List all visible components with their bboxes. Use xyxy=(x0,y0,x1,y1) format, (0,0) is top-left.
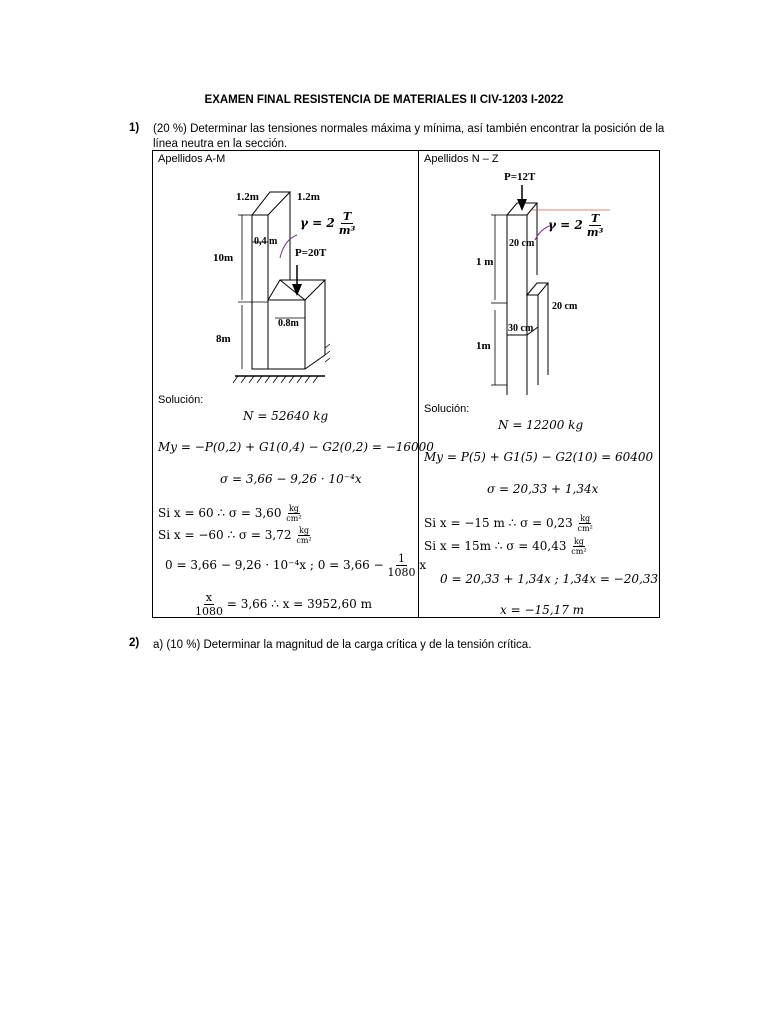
question-1-number: 1) xyxy=(129,122,140,134)
right-dim-d2: 20 cm xyxy=(552,301,578,312)
right-gamma: γ = 2 $\frac{T}{\text{m³}}$ xyxy=(548,212,604,239)
right-dim-h1: 1 m xyxy=(476,256,494,268)
right-eq-result: x = −15,17 m xyxy=(500,603,585,617)
right-load-label: P=12T xyxy=(504,171,536,183)
left-dim-w1: 1.2m xyxy=(236,191,259,203)
question-1-text-line2: línea neutra en la sección. xyxy=(153,138,288,150)
right-eq-moment: My = P(5) + G1(5) − G2(10) = 60400 xyxy=(424,450,654,464)
left-eq-stress: σ = 3,66 − 9,26 · 10⁻⁴x xyxy=(220,472,362,486)
right-solucion-label: Solución: xyxy=(424,403,470,415)
right-eq-case1: Si x = −15 m ∴ σ = 0,23 $\frac{kg}{\text{cm²}}$ xyxy=(424,514,593,533)
left-eq-case1: Si x = 60 ∴ σ = 3,60 $\frac{kg}{\text{cm²}}$ xyxy=(158,504,302,523)
left-dim-h-bot: 8m xyxy=(216,333,231,345)
right-eq-stress: σ = 20,33 + 1,34x xyxy=(487,482,599,496)
left-eq-moment: My = −P(0,2) + G1(0,4) − G2(0,2) = −16000 xyxy=(158,440,434,454)
right-dim-d3: 30 cm xyxy=(508,323,534,334)
left-header: Apellidos A-M xyxy=(158,153,226,165)
right-dim-d1: 20 cm xyxy=(509,238,535,249)
left-eq-normal-force: N = 52640 kg xyxy=(243,409,329,423)
question-2-number: 2) xyxy=(129,637,140,649)
table-divider xyxy=(418,150,419,618)
left-dim-t2: 0.8m xyxy=(278,318,299,329)
left-gamma: γ = 2 $\frac{T}{\text{m³}}$ xyxy=(300,210,356,237)
right-eq-neutral-line: 0 = 20,33 + 1,34x ; 1,34x = −20,33 xyxy=(440,572,659,586)
exam-title: EXAMEN FINAL RESISTENCIA DE MATERIALES II CIV-1203 I-2022 xyxy=(204,94,564,106)
right-eq-case2: Si x = 15m ∴ σ = 40,43 $\frac{kg}{\text{cm²}}$ xyxy=(424,537,587,556)
left-eq-result: $\frac{x}{1080}$ = 3,66 ∴ x = 3952,60 m xyxy=(195,591,372,618)
right-eq-normal-force: N = 12200 kg xyxy=(498,418,584,432)
left-eq-case2: Si x = −60 ∴ σ = 3,72 $\frac{kg}{\text{cm²}}$ xyxy=(158,526,312,545)
left-load-label: P=20T xyxy=(295,247,327,259)
left-solucion-label: Solución: xyxy=(158,394,204,406)
right-dim-h2: 1m xyxy=(476,340,491,352)
left-dim-w2: 1.2m xyxy=(297,191,320,203)
left-dim-t1: 0,4 m xyxy=(254,236,278,247)
left-dim-h-top: 10m xyxy=(213,252,234,264)
left-eq-neutral-line: 0 = 3,66 − 9,26 · 10⁻⁴x ; 0 = 3,66 − $\frac{1}{1080}$ x xyxy=(165,552,427,579)
question-2-text: a) (10 %) Determinar la magnitud de la carga crítica y de la tensión crítica. xyxy=(153,639,532,651)
right-header: Apellidos N – Z xyxy=(424,153,499,165)
question-1-text-line1: (20 %) Determinar las tensiones normales máxima y mínima, así también encontrar la posición de la xyxy=(153,123,665,135)
